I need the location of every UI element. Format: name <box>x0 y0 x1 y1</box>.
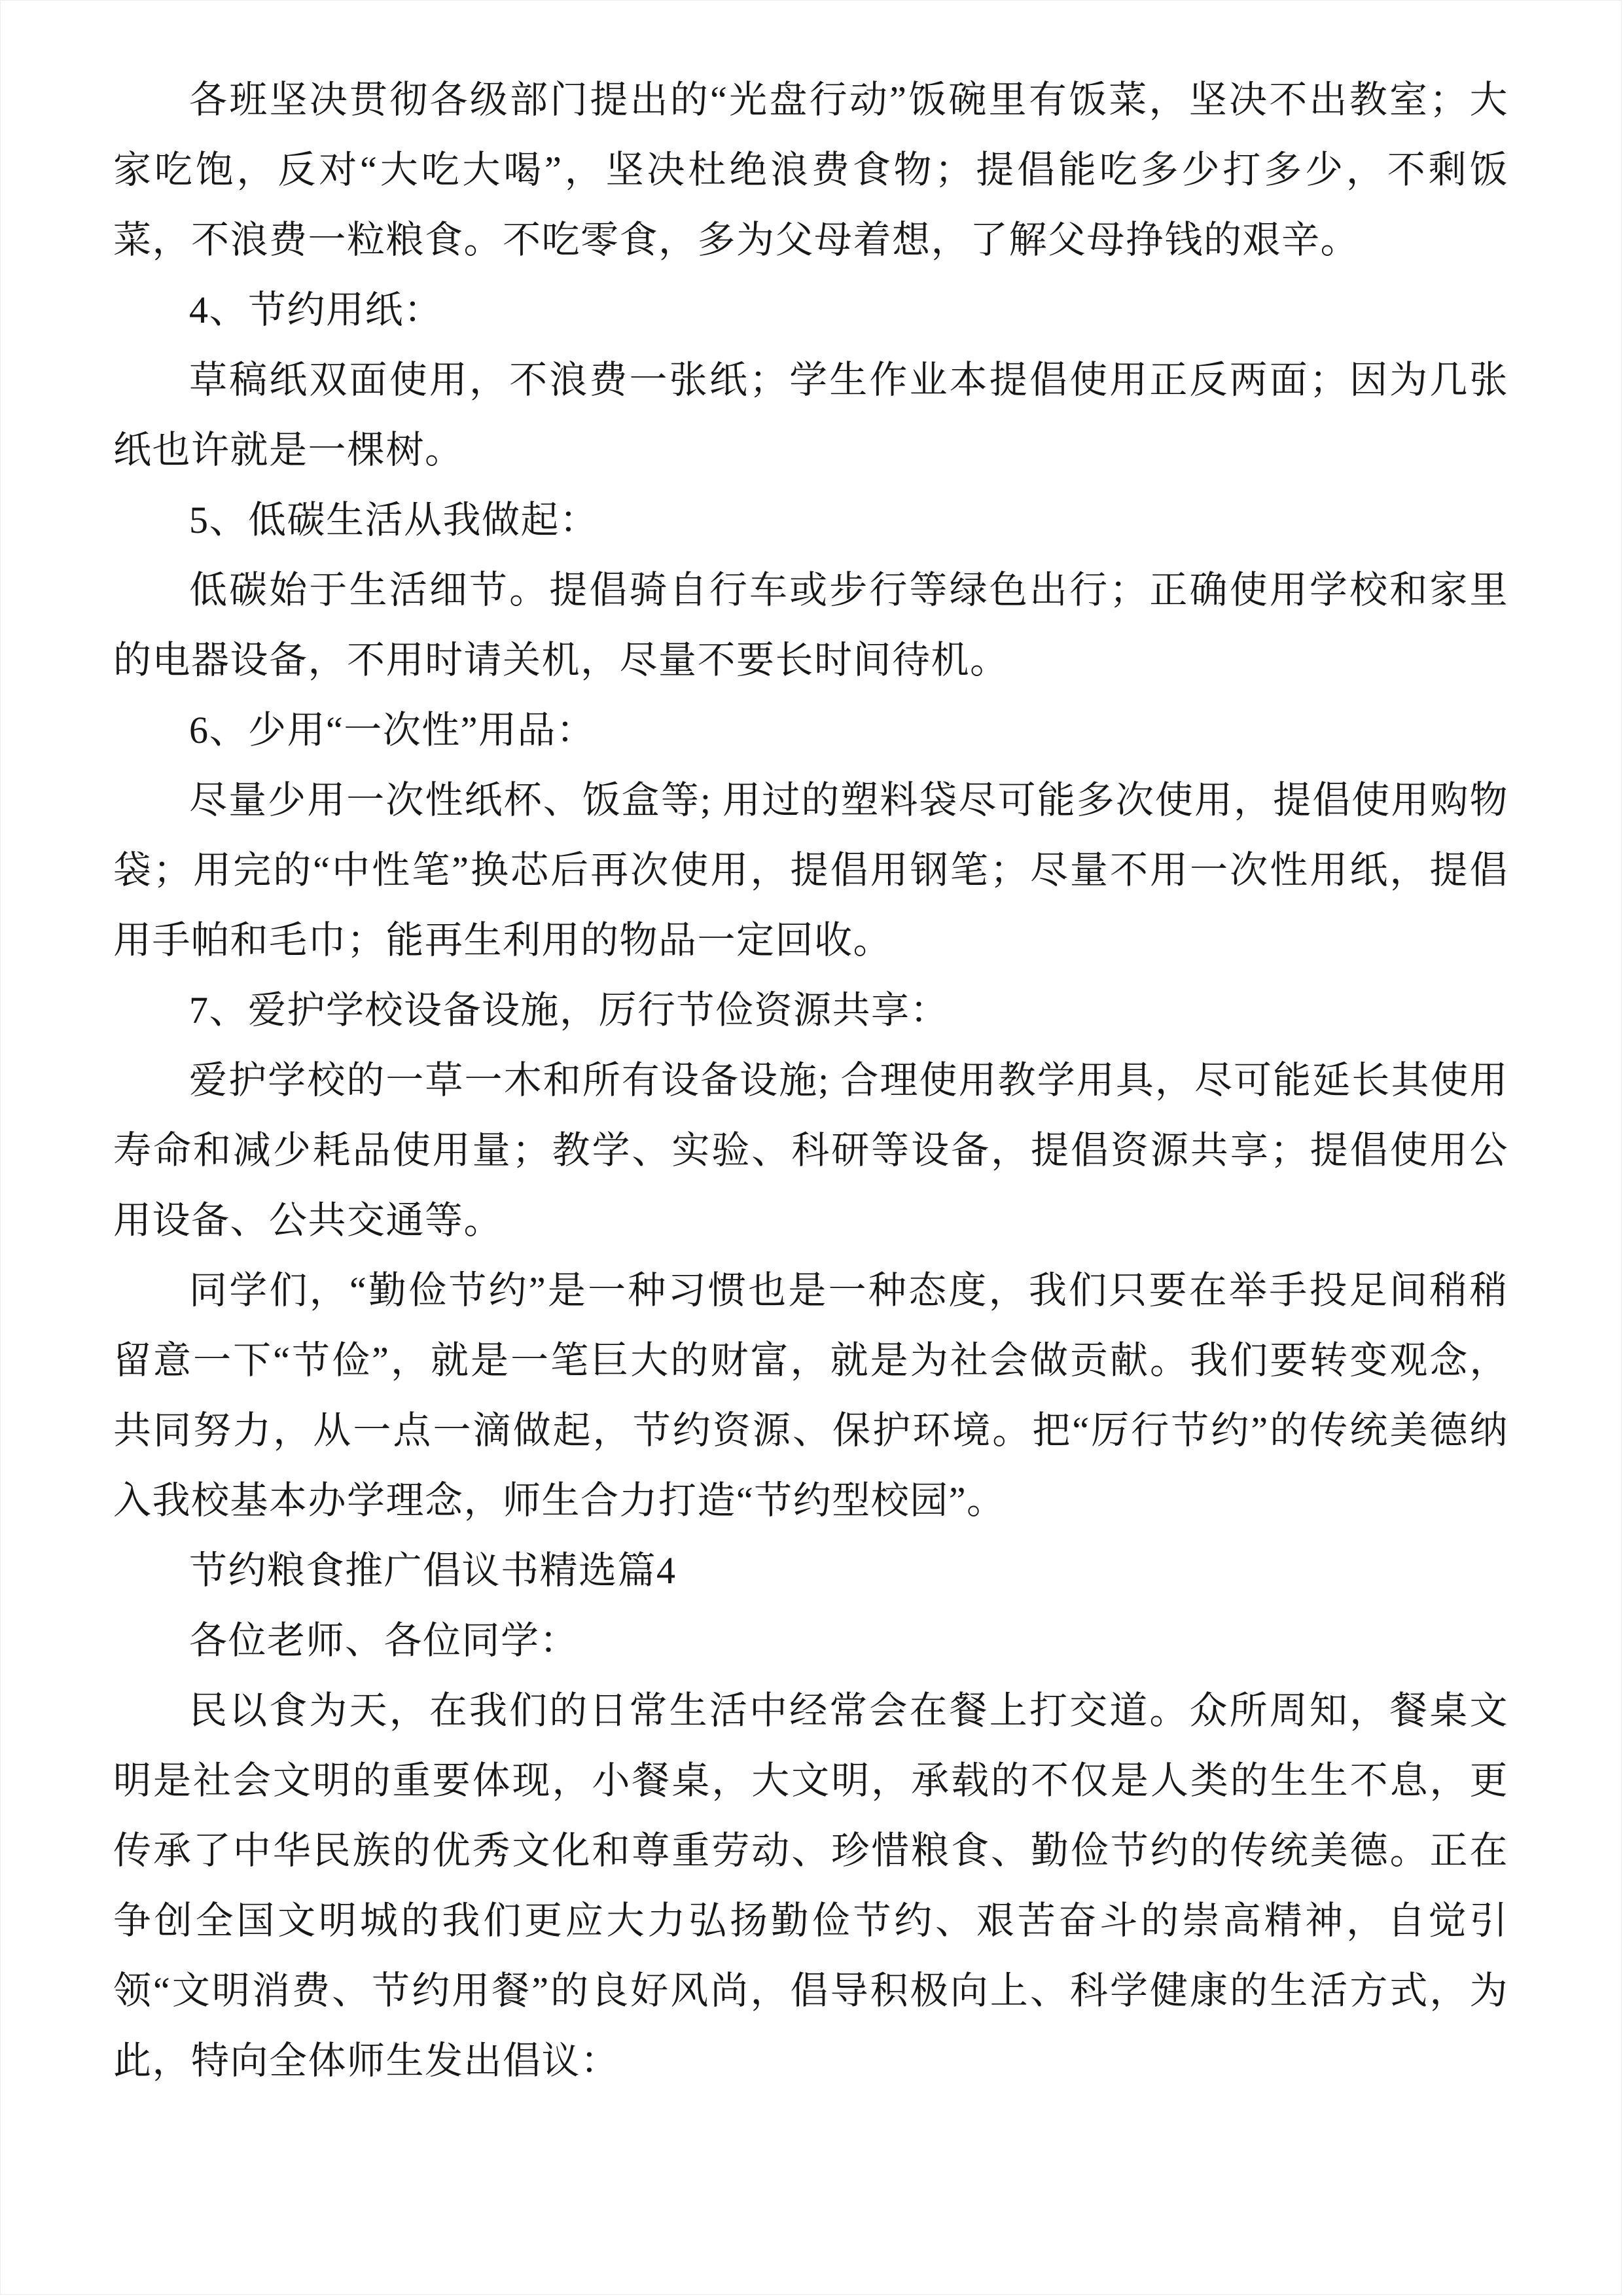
paragraph: 各位老师、各位同学： <box>189 1619 579 1662</box>
paragraph: 草稿纸双面使用，不浪费一张纸；学生作业本提倡使用正反两面；因为几张纸也许就是一棵树。 <box>113 359 1508 471</box>
paragraph: 节约粮食推广倡议书精选篇4 <box>189 1549 677 1592</box>
paragraph: 民以食为天，在我们的日常生活中经常会在餐上打交道。众所周知，餐桌文明是社会文明的重要体现，小餐桌，大文明，承载的不仅是人类的生生不息，更传承了中华民族的优秀文化和尊重劳动、珍惜粮食、勤俭节约的传统美德。正在争创全国文明城的我们更应大力弘扬勤俭节约、艰苦奋斗的崇高精神，自觉引领“文明消费、节约用餐”的良好风尚，倡导积极向上、科学健康的生活方式，为此，特向全体师生发出倡议： <box>113 1689 1508 2082</box>
paragraph: 尽量少用一次性纸杯、饭盒等; 用过的塑料袋尽可能多次使用，提倡使用购物袋；用完的“中性笔”换芯后再次使用，提倡用钢笔；尽量不用一次性用纸，提倡用手帕和毛巾；能再生利用的物品一定回收。 <box>113 779 1508 961</box>
document-body <box>1 1 1621 2096</box>
paragraph: 爱护学校的一草一木和所有设备设施; 合理使用教学用具，尽可能延长其使用寿命和减少耗品使用量；教学、实验、科研等设备，提倡资源共享；提倡使用公用设备、公共交通等。 <box>113 1059 1508 1242</box>
paragraph: 低碳始于生活细节。提倡骑自行车或步行等绿色出行；正确使用学校和家里的电器设备，不用时请关机，尽量不要长时间待机。 <box>113 569 1508 681</box>
paragraph: 7、爱护学校设备设施，厉行节俭资源共享： <box>189 989 950 1031</box>
paragraph: 同学们，“勤俭节约”是一种习惯也是一种态度，我们只要在举手投足间稍稍留意一下“节俭”，就是一笔巨大的财富，就是为社会做贡献。我们要转变观念，共同努力，从一点一滴做起，节约资源、保护环境。把“厉行节约”的传统美德纳入我校基本办学理念，师生合力打造“节约型校园”。 <box>113 1269 1508 1522</box>
paragraph: 6、少用“一次性”用品： <box>189 709 596 751</box>
paragraph: 5、低碳生活从我做起： <box>189 499 599 541</box>
paragraph: 各班坚决贯彻各级部门提出的“光盘行动”饭碗里有饭菜，坚决不出教室；大家吃饱，反对“大吃大喝”，坚决杜绝浪费食物；提倡能吃多少打多少，不剩饭菜，不浪费一粒粮食。不吃零食，多为父母着想，了解父母挣钱的艰辛。 <box>113 79 1508 261</box>
paragraph: 4、节约用纸： <box>189 289 443 331</box>
